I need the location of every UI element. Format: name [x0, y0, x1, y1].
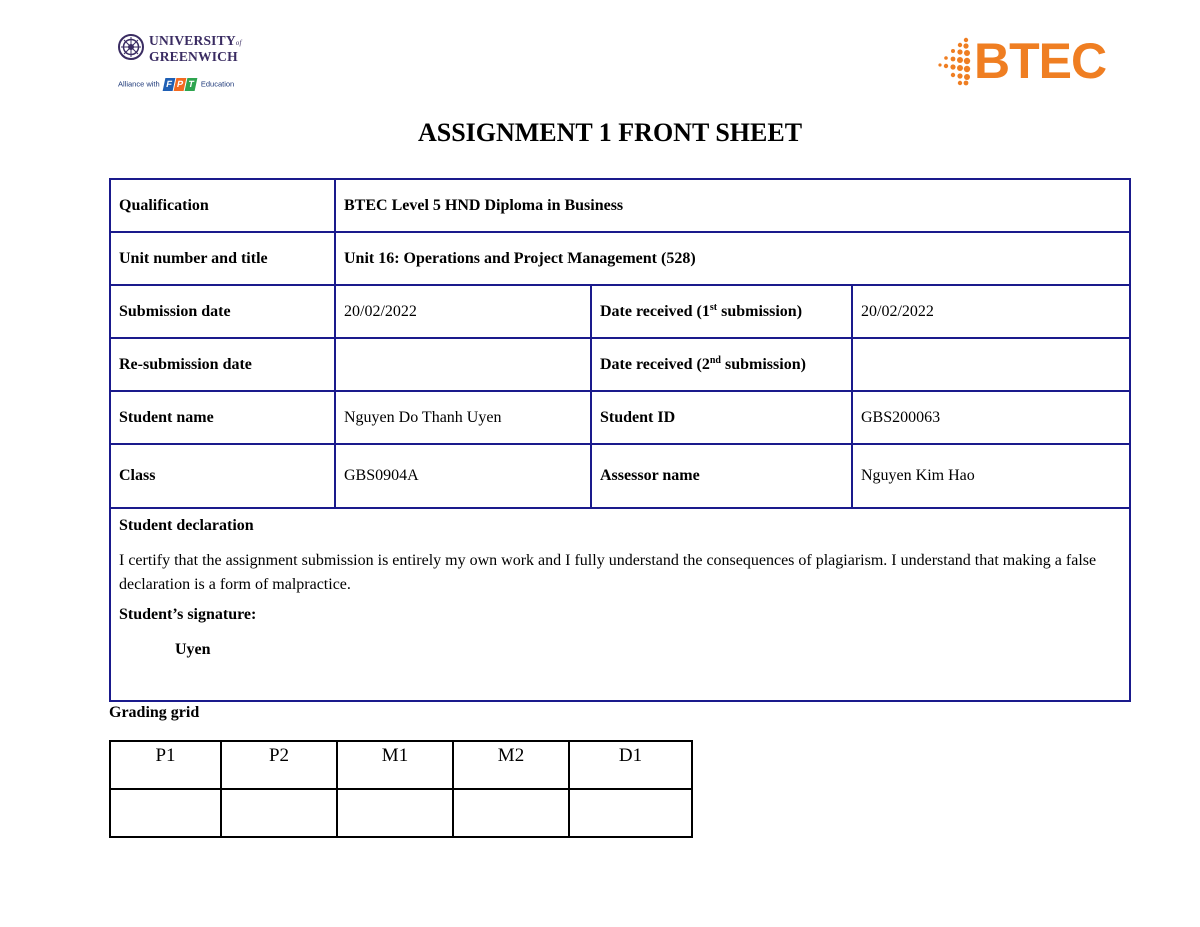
alliance-tagline: Alliance with F P T Education: [118, 79, 235, 89]
btec-logo: [936, 30, 1121, 92]
fpt-logo: F P T: [164, 78, 197, 91]
grade-header-p2: P2: [221, 741, 337, 789]
grading-header-row: [110, 741, 692, 789]
qualification-label: Qualification: [110, 179, 335, 232]
class-row: [110, 444, 1130, 508]
university-name: UNIVERSITYof GREENWICH: [149, 33, 242, 64]
resubmission-date-value: [335, 338, 591, 391]
student-id-label: Student ID: [591, 391, 852, 444]
grade-value-m2: [453, 789, 569, 837]
qualification-value: BTEC Level 5 HND Diploma in Business: [335, 179, 1130, 232]
grade-value-m1: [337, 789, 453, 837]
front-sheet-table: [109, 178, 1131, 702]
student-id-value: GBS200063: [852, 391, 1130, 444]
grade-header-p1: P1: [110, 741, 221, 789]
grade-value-p1: [110, 789, 221, 837]
student-name-label: Student name: [110, 391, 335, 444]
unit-label: Unit number and title: [110, 232, 335, 285]
submission-row: [110, 285, 1130, 338]
assessor-value: Nguyen Kim Hao: [852, 444, 1130, 508]
qualification-row: [110, 179, 1130, 232]
declaration-text: I certify that the assignment submission is entirely my own work and I fully understand the consequences of plagiarism. I understand that making a false declaration is a form of malpractice.: [119, 552, 1097, 593]
class-label: Class: [110, 444, 335, 508]
resubmission-row: [110, 338, 1130, 391]
date-received-second-label: Date received (2nd submission): [591, 338, 852, 391]
signature-value: Uyen: [175, 641, 211, 658]
date-received-second-value: [852, 338, 1130, 391]
grade-value-d1: [569, 789, 692, 837]
unit-value: Unit 16: Operations and Project Management (528): [335, 232, 1130, 285]
date-received-first-value: 20/02/2022: [852, 285, 1130, 338]
assessor-label: Assessor name: [591, 444, 852, 508]
grade-header-d1: D1: [569, 741, 692, 789]
university-of-greenwich-logo: [118, 32, 258, 94]
btec-wordmark: BTEC: [974, 33, 1107, 89]
declaration-row: [110, 508, 1130, 701]
grading-value-row: [110, 789, 692, 837]
student-name-value: Nguyen Do Thanh Uyen: [335, 391, 591, 444]
university-seal-icon: [118, 34, 144, 60]
submission-date-label: Submission date: [110, 285, 335, 338]
grading-grid-table: [109, 740, 693, 838]
student-row: [110, 391, 1130, 444]
unit-row: [110, 232, 1130, 285]
grading-grid-label: Grading grid: [109, 704, 200, 721]
btec-dots-icon: [936, 36, 974, 86]
declaration-title: Student declaration: [119, 517, 254, 534]
grade-header-m1: M1: [337, 741, 453, 789]
resubmission-date-label: Re-submission date: [110, 338, 335, 391]
declaration-cell: [110, 508, 1130, 701]
date-received-first-label: Date received (1st submission): [591, 285, 852, 338]
class-value: GBS0904A: [335, 444, 591, 508]
grade-header-m2: M2: [453, 741, 569, 789]
submission-date-value: 20/02/2022: [335, 285, 591, 338]
signature-label: Student’s signature:: [119, 606, 257, 623]
grade-value-p2: [221, 789, 337, 837]
page-title: ASSIGNMENT 1 FRONT SHEET: [417, 118, 803, 147]
